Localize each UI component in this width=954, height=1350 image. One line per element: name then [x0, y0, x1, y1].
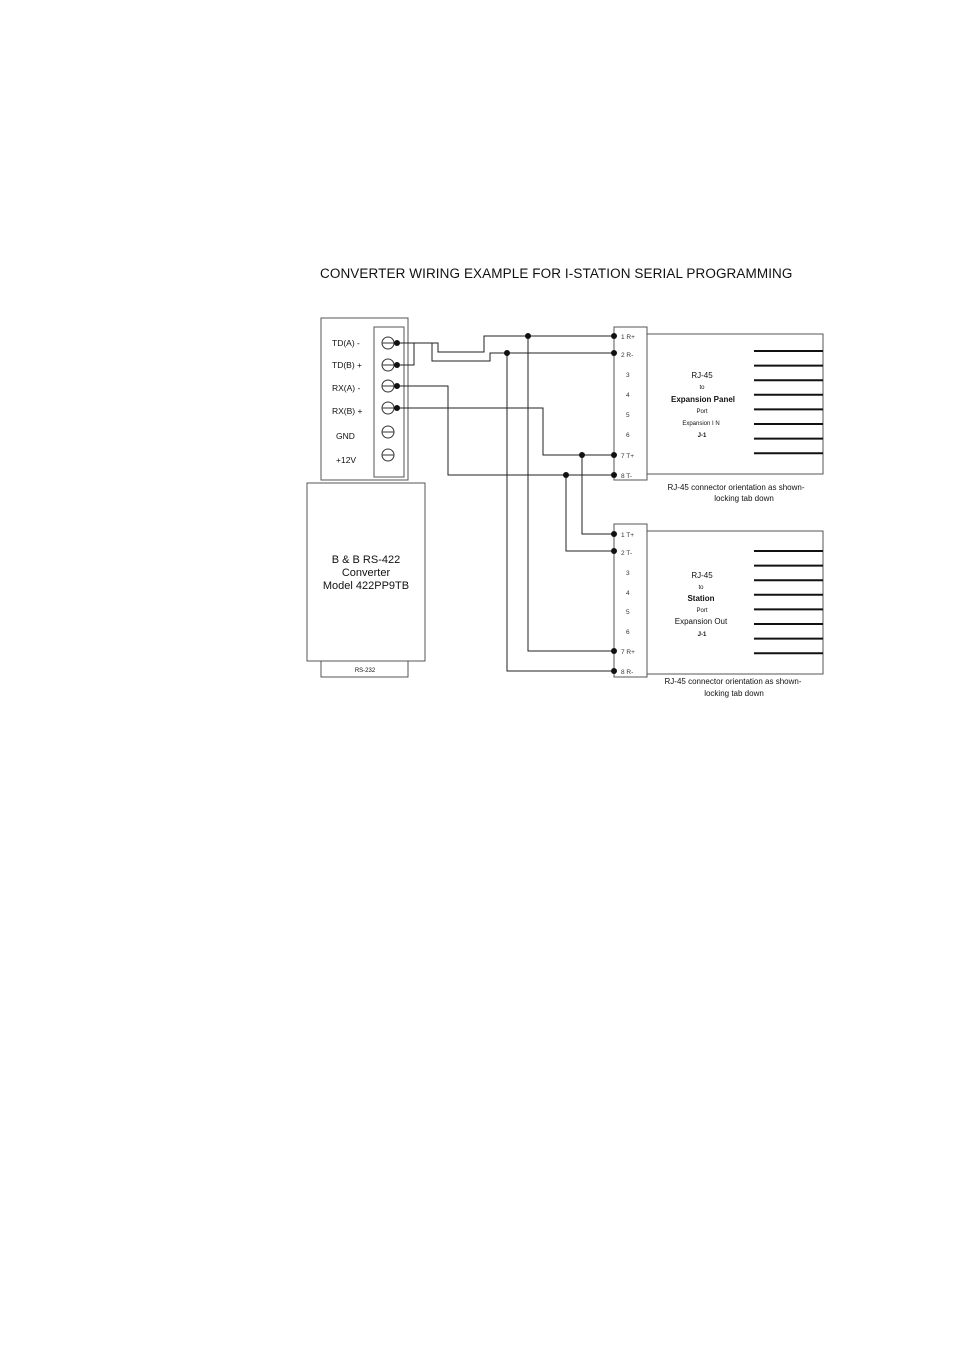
bottom-pin-labels	[621, 532, 635, 676]
terminal-label-tda: TD(A) -	[332, 338, 360, 348]
junctions	[394, 333, 617, 674]
bottom-pin-3: 3	[626, 570, 630, 577]
top-note-line1: RJ-45 connector orientation as shown-	[667, 483, 805, 492]
top-pin-5: 5	[626, 412, 630, 419]
bottom-label-line5: Expansion Out	[674, 617, 728, 626]
wire-rxa-to-top-pin8	[397, 386, 614, 475]
top-pin-6: 6	[626, 432, 630, 439]
bottom-pin-8: 8 R-	[621, 669, 634, 676]
top-panel-label	[671, 371, 735, 439]
bottom-pin-2: 2 T-	[621, 550, 633, 557]
top-pin-3: 3	[626, 372, 630, 379]
wire-rxb-to-top-pin7	[397, 408, 614, 455]
top-label-line3: Expansion Panel	[670, 395, 736, 404]
terminal-label-tdb: TD(B) +	[332, 360, 362, 370]
terminal-label-gnd: GND	[336, 431, 355, 441]
converter-label	[323, 554, 409, 674]
bottom-note-line2: locking tab down	[704, 689, 764, 698]
bottom-label-line2: to	[698, 585, 704, 591]
wire-top7-to-bottom1	[582, 455, 614, 534]
orientation-notes	[665, 483, 805, 698]
terminal-label-12v: +12V	[336, 455, 357, 465]
diagram-title: CONVERTER WIRING EXAMPLE FOR I-STATION SERIAL PROGRAMMING	[320, 266, 793, 281]
bottom-label-line1: RJ-45	[691, 571, 713, 580]
bottom-pin-1: 1 T+	[621, 532, 635, 539]
bottom-pin-4: 4	[626, 590, 630, 597]
wires	[397, 336, 614, 671]
bottom-pin-6: 6	[626, 629, 630, 636]
converter-port-label: RS-232	[354, 668, 376, 674]
top-label-line5: Expansion I N	[682, 421, 720, 427]
wire-tda-to-top-pin1	[397, 336, 614, 352]
top-pin-7: 7 T+	[621, 453, 635, 460]
top-pin-labels	[621, 334, 635, 480]
wire-top8-to-bottom2	[566, 475, 614, 551]
converter-line1: B & B RS-422	[331, 554, 401, 566]
top-pin-4: 4	[626, 392, 630, 399]
wire-top2-to-bottom8	[507, 353, 614, 671]
bottom-note-line1: RJ-45 connector orientation as shown-	[664, 677, 802, 686]
converter-line2: Converter	[341, 567, 391, 579]
terminal-label-rxa: RX(A) -	[332, 383, 361, 393]
converter-line3: Model 422PP9TB	[322, 580, 410, 592]
terminal-labels	[332, 338, 363, 465]
top-pin-1: 1 R+	[621, 334, 635, 341]
top-note-line2: locking tab down	[714, 494, 774, 503]
top-label-line6: J-1	[697, 433, 707, 439]
top-pin-2: 2 R-	[621, 352, 634, 359]
top-label-line2: to	[699, 385, 705, 391]
bottom-label-line4: Port	[696, 608, 708, 614]
bottom-panel-label	[675, 571, 728, 638]
terminal-label-rxb: RX(B) +	[332, 406, 363, 416]
bottom-pin-5: 5	[626, 609, 630, 616]
top-label-line1: RJ-45	[691, 371, 713, 380]
top-pin-8: 8 T-	[621, 473, 633, 480]
bottom-label-line6: J-1	[697, 632, 707, 638]
top-label-line4: Port	[696, 409, 708, 415]
wire-top1-to-bottom7	[528, 336, 614, 651]
bottom-label-line3: Station	[687, 594, 715, 603]
bottom-pin-7: 7 R+	[621, 649, 635, 656]
